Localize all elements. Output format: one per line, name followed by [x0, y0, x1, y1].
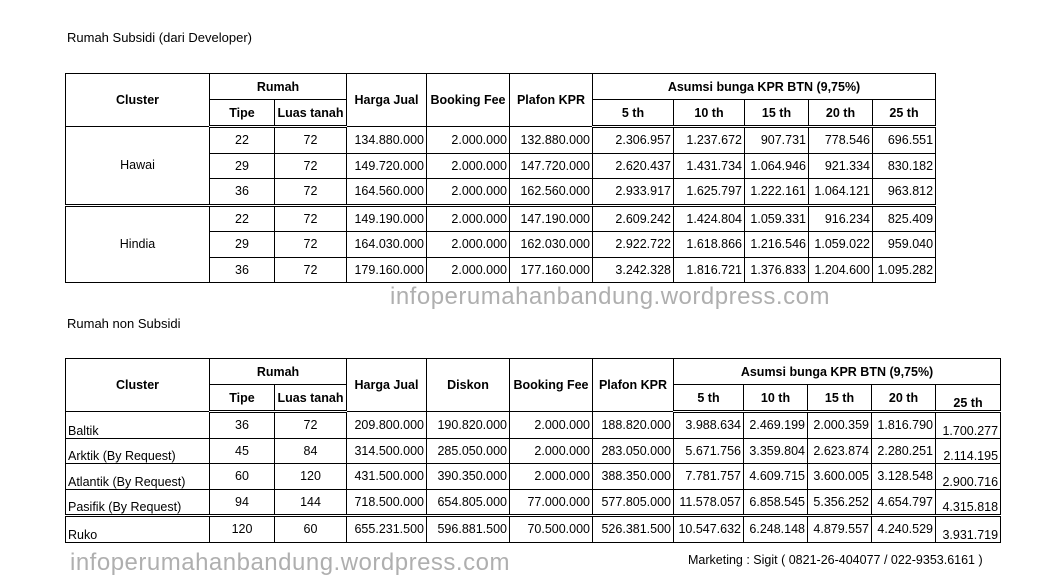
- table-cell: 1.816.721: [674, 257, 745, 283]
- table-cell: 2.000.000: [427, 179, 510, 206]
- table-cell: 45: [210, 438, 275, 464]
- table-cell: 4.654.797: [872, 489, 936, 516]
- table-cell: 6.248.148: [744, 516, 808, 543]
- header-year: 5 th: [674, 385, 744, 412]
- table-cell: 2.280.251: [872, 438, 936, 464]
- table-cell: 1.059.331: [745, 205, 809, 232]
- table-cell: 2.000.000: [510, 438, 593, 464]
- table-cell: 2.609.242: [593, 205, 674, 232]
- table-cell: 1.700.277: [936, 412, 1001, 439]
- table-cell: 1.064.121: [809, 179, 873, 206]
- table-cell: 2.000.000: [510, 412, 593, 439]
- table-cell: 120: [210, 516, 275, 543]
- table-cell: 72: [275, 127, 347, 154]
- table-cell: 1.816.790: [872, 412, 936, 439]
- table-row: [66, 464, 1001, 490]
- table-cell: 2.000.000: [427, 257, 510, 283]
- header-tipe: Tipe: [210, 100, 275, 127]
- subsidi-price-table: [65, 73, 936, 283]
- table-cell: 164.030.000: [347, 232, 427, 258]
- table-cell: 2.623.874: [808, 438, 872, 464]
- table-cell: 164.560.000: [347, 179, 427, 206]
- table-cell: 72: [275, 205, 347, 232]
- table-cell: 94: [210, 489, 275, 516]
- header-year: 15 th: [808, 385, 872, 412]
- header-booking-fee: Booking Fee: [427, 74, 510, 127]
- table-cell: 162.030.000: [510, 232, 593, 258]
- table-cell: 132.880.000: [510, 127, 593, 154]
- header-luas-tanah: Luas tanah: [275, 100, 347, 127]
- cluster-name: Hawai: [66, 127, 210, 206]
- table-cell: 830.182: [873, 153, 936, 179]
- table-cell: 1.237.672: [674, 127, 745, 154]
- table-row: [66, 205, 936, 232]
- table-cell: 4.240.529: [872, 516, 936, 543]
- table-cell: 3.359.804: [744, 438, 808, 464]
- table-cell: 4.879.557: [808, 516, 872, 543]
- table-row: [66, 489, 1001, 516]
- table-cell: 29: [210, 232, 275, 258]
- header-year: 20 th: [809, 100, 873, 127]
- non-subsidi-price-table: [65, 358, 1001, 543]
- table-cell: 1.204.600: [809, 257, 873, 283]
- cluster-name: Baltik: [66, 412, 210, 439]
- table-cell: 3.600.005: [808, 464, 872, 490]
- table-cell: 2.306.957: [593, 127, 674, 154]
- table-cell: 1.625.797: [674, 179, 745, 206]
- table-cell: 2.000.359: [808, 412, 872, 439]
- table-cell: 177.160.000: [510, 257, 593, 283]
- table-row: [66, 127, 936, 154]
- header-cluster: Cluster: [66, 359, 210, 412]
- table-cell: 190.820.000: [427, 412, 510, 439]
- table-cell: 4.315.818: [936, 489, 1001, 516]
- header-asumsi-bunga: Asumsi bunga KPR BTN (9,75%): [674, 359, 1001, 385]
- table-cell: 825.409: [873, 205, 936, 232]
- table-cell: 654.805.000: [427, 489, 510, 516]
- cluster-name: Atlantik (By Request): [66, 464, 210, 490]
- table-cell: 1.059.022: [809, 232, 873, 258]
- header-tipe: Tipe: [210, 385, 275, 412]
- table-cell: 1.618.866: [674, 232, 745, 258]
- table-cell: 3.931.719: [936, 516, 1001, 543]
- table-cell: 285.050.000: [427, 438, 510, 464]
- table-cell: 72: [275, 232, 347, 258]
- table-cell: 60: [275, 516, 347, 543]
- table-cell: 2.469.199: [744, 412, 808, 439]
- cluster-name: Arktik (By Request): [66, 438, 210, 464]
- table-cell: 2.000.000: [427, 205, 510, 232]
- header-harga-jual: Harga Jual: [347, 74, 427, 127]
- watermark: infoperumahanbandung.wordpress.com: [390, 283, 830, 310]
- table-cell: 655.231.500: [347, 516, 427, 543]
- table-cell: 22: [210, 205, 275, 232]
- table-cell: 60: [210, 464, 275, 490]
- header-rumah: Rumah: [210, 359, 347, 385]
- section-title-subsidi: Rumah Subsidi (dari Developer): [67, 30, 252, 45]
- table-cell: 907.731: [745, 127, 809, 154]
- header-harga-jual: Harga Jual: [347, 359, 427, 412]
- table-cell: 1.216.546: [745, 232, 809, 258]
- header-cluster: Cluster: [66, 74, 210, 127]
- table-cell: 2.900.716: [936, 464, 1001, 490]
- table-cell: 283.050.000: [593, 438, 674, 464]
- table-cell: 3.988.634: [674, 412, 744, 439]
- table-cell: 2.933.917: [593, 179, 674, 206]
- table-cell: 390.350.000: [427, 464, 510, 490]
- table-cell: 3.242.328: [593, 257, 674, 283]
- table-cell: 1.064.946: [745, 153, 809, 179]
- table-cell: 72: [275, 412, 347, 439]
- table-row: [66, 516, 1001, 543]
- header-asumsi-bunga: Asumsi bunga KPR BTN (9,75%): [593, 74, 936, 100]
- table-cell: 22: [210, 127, 275, 154]
- table-cell: 72: [275, 257, 347, 283]
- header-year: 15 th: [745, 100, 809, 127]
- table-cell: 179.160.000: [347, 257, 427, 283]
- table-cell: 1.376.833: [745, 257, 809, 283]
- header-year: 10 th: [674, 100, 745, 127]
- table-cell: 696.551: [873, 127, 936, 154]
- table-cell: 1.095.282: [873, 257, 936, 283]
- table-cell: 388.350.000: [593, 464, 674, 490]
- table-cell: 36: [210, 179, 275, 206]
- header-year: 5 th: [593, 100, 674, 127]
- header-year: 10 th: [744, 385, 808, 412]
- table-cell: 134.880.000: [347, 127, 427, 154]
- table-cell: 29: [210, 153, 275, 179]
- table-cell: 1.431.734: [674, 153, 745, 179]
- header-luas-tanah: Luas tanah: [275, 385, 347, 412]
- table-cell: 209.800.000: [347, 412, 427, 439]
- table-cell: 5.671.756: [674, 438, 744, 464]
- table-cell: 314.500.000: [347, 438, 427, 464]
- table-cell: 2.620.437: [593, 153, 674, 179]
- table-cell: 72: [275, 153, 347, 179]
- header-booking-fee: Booking Fee: [510, 359, 593, 412]
- table-cell: 431.500.000: [347, 464, 427, 490]
- table-cell: 526.381.500: [593, 516, 674, 543]
- table-cell: 2.000.000: [427, 153, 510, 179]
- table-cell: 10.547.632: [674, 516, 744, 543]
- table-cell: 3.128.548: [872, 464, 936, 490]
- table-row: [66, 412, 1001, 439]
- table-cell: 577.805.000: [593, 489, 674, 516]
- table-cell: 1.424.804: [674, 205, 745, 232]
- table-cell: 147.190.000: [510, 205, 593, 232]
- cluster-name: Hindia: [66, 205, 210, 283]
- table-cell: 36: [210, 257, 275, 283]
- table-cell: 596.881.500: [427, 516, 510, 543]
- table-row: [66, 438, 1001, 464]
- table-cell: 70.500.000: [510, 516, 593, 543]
- marketing-contact: Marketing : Sigit ( 0821-26-404077 / 022-9353.6161 ): [688, 553, 983, 567]
- table-cell: 2.114.195: [936, 438, 1001, 464]
- table-cell: 916.234: [809, 205, 873, 232]
- table-cell: 162.560.000: [510, 179, 593, 206]
- table-cell: 149.190.000: [347, 205, 427, 232]
- table-cell: 959.040: [873, 232, 936, 258]
- watermark: infoperumahanbandung.wordpress.com: [70, 549, 510, 576]
- section-title-non-subsidi: Rumah non Subsidi: [67, 316, 181, 331]
- table-cell: 2.000.000: [510, 464, 593, 490]
- table-cell: 921.334: [809, 153, 873, 179]
- table-cell: 188.820.000: [593, 412, 674, 439]
- table-cell: 5.356.252: [808, 489, 872, 516]
- cluster-name: Ruko: [66, 516, 210, 543]
- table-cell: 11.578.057: [674, 489, 744, 516]
- header-year: 25 th: [873, 100, 936, 127]
- table-cell: 963.812: [873, 179, 936, 206]
- table-cell: 144: [275, 489, 347, 516]
- table-cell: 2.000.000: [427, 127, 510, 154]
- table-cell: 2.922.722: [593, 232, 674, 258]
- table-cell: 149.720.000: [347, 153, 427, 179]
- table-cell: 2.000.000: [427, 232, 510, 258]
- header-rumah: Rumah: [210, 74, 347, 100]
- table-cell: 6.858.545: [744, 489, 808, 516]
- header-year: 20 th: [872, 385, 936, 412]
- header-plafon-kpr: Plafon KPR: [593, 359, 674, 412]
- table-cell: 120: [275, 464, 347, 490]
- header-year: 25 th: [936, 385, 1001, 412]
- header-plafon-kpr: Plafon KPR: [510, 74, 593, 127]
- table-cell: 4.609.715: [744, 464, 808, 490]
- cluster-name: Pasifik (By Request): [66, 489, 210, 516]
- table-cell: 718.500.000: [347, 489, 427, 516]
- table-cell: 1.222.161: [745, 179, 809, 206]
- header-diskon: Diskon: [427, 359, 510, 412]
- table-cell: 147.720.000: [510, 153, 593, 179]
- table-cell: 36: [210, 412, 275, 439]
- table-cell: 778.546: [809, 127, 873, 154]
- table-cell: 77.000.000: [510, 489, 593, 516]
- table-cell: 7.781.757: [674, 464, 744, 490]
- table-cell: 84: [275, 438, 347, 464]
- table-cell: 72: [275, 179, 347, 206]
